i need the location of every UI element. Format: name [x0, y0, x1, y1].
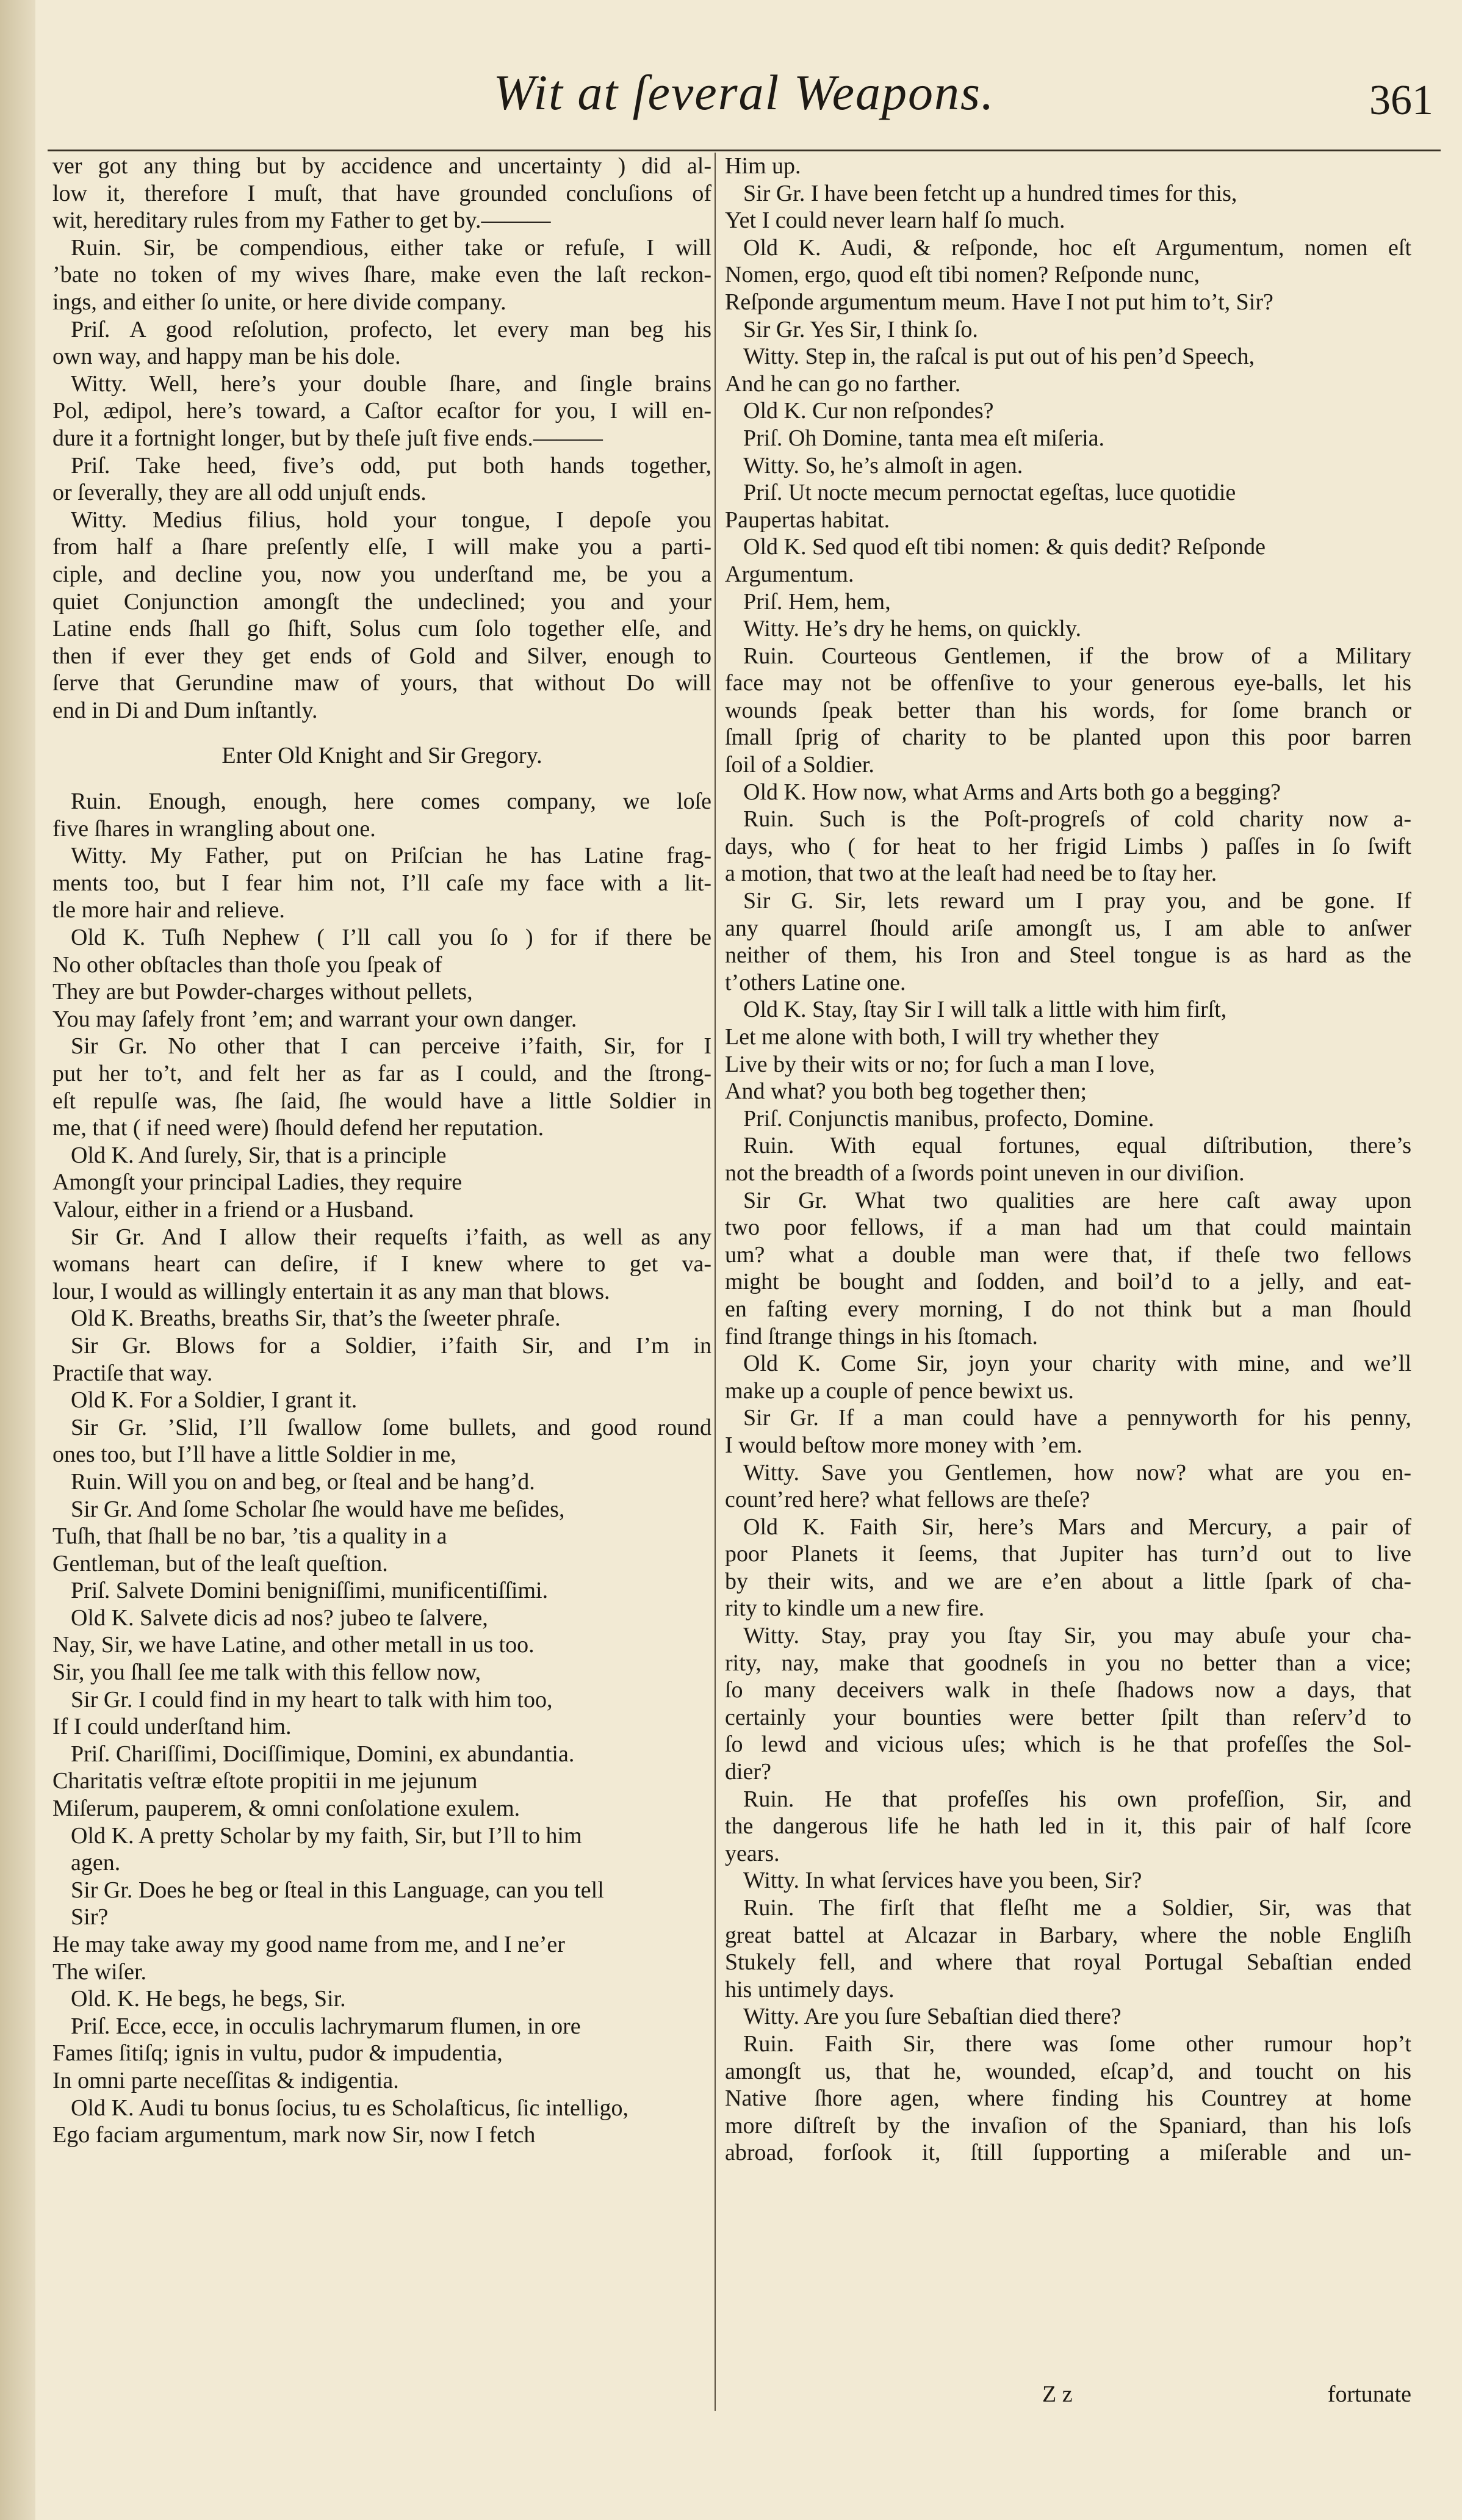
- text-line: Let me alone with both, I will try whether they: [725, 1024, 1159, 1050]
- text-line: days, who ( for heat to her frigid Limbs ) paſſes in ſo ſwift: [725, 833, 1411, 859]
- text-line: Sir G. Sir, lets reward um I pray you, and be gone. If: [743, 888, 1411, 914]
- text-line: count’red here? what fellows are theſe?: [725, 1487, 1090, 1513]
- text-line: then if ever they get ends of Gold and Silver, enough to: [52, 643, 711, 669]
- text-line: Old K. For a Soldier, I grant it.: [71, 1387, 358, 1413]
- text-line: Witty. In what ſervices have you been, Sir?: [743, 1868, 1142, 1894]
- text-line: rity, nay, make that goodneſs in you no better than a vice;: [725, 1650, 1411, 1676]
- text-line: tle more hair and relieve.: [52, 897, 285, 923]
- text-line: Argumentum.: [725, 561, 854, 587]
- text-line: own way, and happy man be his dole.: [52, 344, 401, 370]
- page-footer: [725, 2380, 1411, 2408]
- text-line: dier?: [725, 1759, 771, 1785]
- text-line: ones too, but I’ll have a little Soldier in me,: [52, 1442, 456, 1468]
- text-line: No other obſtacles than thoſe you ſpeak of: [52, 951, 442, 978]
- text-line: Old K. A pretty Scholar by my faith, Sir, but I’ll to him: [71, 1822, 582, 1849]
- text-line: You may ſafely front ’em; and warrant your own danger.: [52, 1006, 577, 1032]
- text-line: agen.: [71, 1850, 121, 1876]
- text-line: Sir Gr. I could find in my heart to talk with him too,: [71, 1686, 553, 1713]
- text-line: The wiſer.: [52, 1959, 147, 1985]
- text-line: Priſ. Salvete Domini benigniſſimi, munificentiſſimi.: [71, 1578, 549, 1604]
- text-line: face may not be offenſive to your generous eye-balls, let his: [725, 670, 1411, 696]
- text-line: Priſ. Ecce, ecce, in occulis lachrymarum flumen, in ore: [71, 2013, 581, 2039]
- text-line: Witty. So, he’s almoſt in agen.: [743, 452, 1023, 478]
- text-line: or ſeverally, they are all odd unjuſt ends.: [52, 480, 427, 506]
- text-line: end in Di and Dum inſtantly.: [52, 697, 318, 723]
- text-line: Nomen, ergo, quod eſt tibi nomen? Reſponde nunc,: [725, 262, 1200, 288]
- text-line: Sir Gr. ’Slid, I’ll ſwallow ſome bullets, and good round: [71, 1414, 711, 1440]
- text-line: me, that ( if need were) ſhould defend her reputation.: [52, 1115, 544, 1141]
- page-number: 361: [1369, 77, 1433, 124]
- text-line: Valour, either in a friend or a Husband.: [52, 1196, 414, 1222]
- text-line: wounds ſpeak better than his words, for ſome branch or: [725, 697, 1411, 723]
- text-line: make up a couple of pence bewixt us.: [725, 1377, 1074, 1404]
- signature-mark: Z z: [1042, 2381, 1073, 2407]
- text-line: Nay, Sir, we have Latine, and other metall in us too.: [52, 1632, 535, 1658]
- text-line: Sir, you ſhall ſee me talk with this fellow now,: [52, 1659, 481, 1686]
- text-line: [52, 770, 711, 788]
- text-line: Paupertas habitat.: [725, 507, 890, 533]
- text-line: Latine ends ſhall go ſhift, Solus cum ſolo together elſe, and: [52, 616, 711, 642]
- text-line: Old K. Faith Sir, here’s Mars and Mercury, a pair of: [743, 1514, 1411, 1540]
- text-line: ciple, and decline you, now you underſtand me, be you a: [52, 561, 711, 587]
- text-line: Old K. Audi tu bonus ſocius, tu es Scholaſticus, ſic intelligo,: [71, 2095, 629, 2121]
- text-line: Sir Gr. Blows for a Soldier, i’faith Sir, and I’m in: [71, 1332, 711, 1359]
- text-line: Sir?: [71, 1904, 109, 1930]
- text-line: Live by their wits or no; for ſuch a man I love,: [725, 1051, 1155, 1077]
- page-header: [48, 58, 1441, 151]
- scan-edge: [0, 0, 35, 2520]
- text-line: Priſ. Oh Domine, tanta mea eſt miſeria.: [743, 425, 1105, 451]
- text-line: five ſhares in wrangling about one.: [52, 815, 376, 842]
- text-line: Old K. And ſurely, Sir, that is a principle: [71, 1142, 447, 1168]
- text-line: I would beſtow more money with ’em.: [725, 1432, 1082, 1458]
- text-line: Ruin. Faith Sir, there was ſome other rumour hop’t: [743, 2031, 1411, 2057]
- text-line: If I could underſtand him.: [52, 1714, 292, 1740]
- text-line: rity to kindle um a new fire.: [725, 1595, 985, 1622]
- text-line: find ſtrange things in his ſtomach.: [725, 1323, 1038, 1349]
- text-line: Witty. Stay, pray you ſtay Sir, you may abuſe your cha-: [743, 1623, 1411, 1649]
- text-line: Sir Gr. Does he beg or ſteal in this Language, can you tell: [71, 1877, 604, 1903]
- text-line: amongſt us, that he, wounded, eſcap’d, and toucht on his: [725, 2058, 1411, 2084]
- text-line: a motion, that two at the leaſt had need be to ſtay her.: [725, 861, 1217, 887]
- text-line: his untimely days.: [725, 1976, 895, 2002]
- text-line: poor Planets it ſeems, that Jupiter has turn’d out to live: [725, 1541, 1411, 1567]
- text-line: ings, and either ſo unite, or here divide company.: [52, 289, 506, 315]
- text-line: Sir Gr. No other that I can perceive i’faith, Sir, for I: [71, 1033, 711, 1060]
- text-line: quiet Conjunction amongſt the undeclined; you and your: [52, 588, 711, 615]
- text-line: the dangerous life he hath led in it, this pair of half ſcore: [725, 1813, 1411, 1839]
- text-line: Gentleman, but of the leaſt queſtion.: [52, 1550, 388, 1576]
- text-line: two poor fellows, if a man had um that could maintain: [725, 1215, 1411, 1241]
- text-line: Pol, ædipol, here’s toward, a Caſtor ecaſtor for you, I will en-: [52, 398, 711, 424]
- text-line: from half a ſhare preſently elſe, I will make you a parti-: [52, 534, 711, 560]
- text-line: eſt repulſe was, ſhe ſaid, ſhe would have a little Soldier in: [52, 1088, 711, 1114]
- text-line: Ruin. He that profeſſes his own profeſſion, Sir, and: [743, 1786, 1411, 1812]
- text-line: ’bate no token of my wives ſhare, make even the laſt reckon-: [52, 262, 711, 288]
- text-line: Sir Gr. What two qualities are here caſt away upon: [743, 1187, 1411, 1213]
- book-page: [35, 0, 1462, 2520]
- text-line: any quarrel ſhould ariſe amongſt us, I am able to anſwer: [725, 915, 1411, 941]
- text-line: Native ſhore agen, where finding his Countrey at home: [725, 2085, 1411, 2112]
- text-line: Yet I could never learn half ſo much.: [725, 208, 1065, 234]
- text-line: Old K. Stay, ſtay Sir I will talk a little with him firſt,: [743, 997, 1227, 1023]
- text-line: um? what a double man were that, if theſe two fellows: [725, 1241, 1411, 1268]
- text-line: Witty. My Father, put on Priſcian he has Latine frag-: [71, 843, 711, 869]
- text-line: ſo many deceivers walk in theſe ſhadows now a days, that: [725, 1677, 1411, 1703]
- text-line: Him up.: [725, 153, 801, 179]
- text-line: Witty. Well, here’s your double ſhare, and ſingle brains: [71, 370, 711, 397]
- text-line: Old K. Cur non reſpondes?: [743, 398, 994, 424]
- text-line: Reſponde argumentum meum. Have I not put him to’t, Sir?: [725, 289, 1273, 315]
- text-line: womans heart can deſire, if I knew where to get va-: [52, 1251, 711, 1277]
- text-line: dure it a fortnight longer, but by theſe juſt five ends.———: [52, 425, 603, 451]
- text-line: Old K. Salvete dicis ad nos? jubeo te ſalvere,: [71, 1605, 488, 1631]
- text-line: Old. K. He begs, he begs, Sir.: [71, 1986, 346, 2012]
- text-line: more diſtreſt by the invaſion of the Spaniard, than his loſs: [725, 2112, 1411, 2139]
- text-line: Fames ſitiſq; ignis in vultu, pudor & impudentia,: [52, 2040, 503, 2067]
- text-line: Priſ. Conjunctis manibus, profecto, Domine.: [743, 1105, 1154, 1132]
- text-line: And what? you both beg together then;: [725, 1078, 1087, 1105]
- text-line: Witty. Step in, the raſcal is put out of his pen’d Speech,: [743, 344, 1255, 370]
- text-line: Ego faciam argumentum, mark now Sir, now I fetch: [52, 2122, 536, 2148]
- text-line: abroad, forſook it, ſtill ſupporting a miſerable and un-: [725, 2140, 1411, 2166]
- text-line: Witty. Medius filius, hold your tongue, I depoſe you: [71, 507, 711, 533]
- text-line: put her to’t, and felt her as far as I could, and the ſtrong-: [52, 1061, 711, 1086]
- text-line: Practiſe that way.: [52, 1360, 213, 1386]
- text-line: And he can go no farther.: [725, 370, 961, 397]
- text-line: t’others Latine one.: [725, 969, 906, 995]
- text-line: ments too, but I fear him not, I’ll caſe my face with a lit-: [52, 870, 711, 896]
- text-line: They are but Powder-charges without pellets,: [52, 979, 473, 1005]
- text-line: Witty. Save you Gentlemen, how now? what are you en-: [743, 1459, 1411, 1486]
- text-line: en faſting every morning, I do not think but a man ſhould: [725, 1296, 1411, 1322]
- text-line: Old K. Breaths, breaths Sir, that’s the ſweeter phraſe.: [71, 1305, 561, 1332]
- text-line: Priſ. Hem, hem,: [743, 588, 891, 615]
- text-line: Enter Old Knight and Sir Gregory.: [221, 743, 542, 769]
- text-line: Ruin. Will you on and beg, or ſteal and be hang’d.: [71, 1468, 535, 1495]
- text-line: Witty. Are you ſure Sebaſtian died there?: [743, 2004, 1122, 2030]
- text-line: [52, 724, 711, 742]
- text-line: Old K. Audi, & reſponde, hoc eſt Argumentum, nomen eſt: [743, 234, 1411, 261]
- text-line: not the breadth of a ſwords point uneven in our diviſion.: [725, 1160, 1245, 1186]
- text-line: Old K. Come Sir, joyn your charity with mine, and we’ll: [743, 1351, 1411, 1377]
- right-column: [725, 153, 1411, 2167]
- text-line: ſoil of a Soldier.: [725, 752, 874, 778]
- text-line: lour, I would as willingly entertain it as any man that blows.: [52, 1278, 610, 1304]
- text-line: low it, therefore I muſt, that have grounded concluſions of: [52, 180, 711, 206]
- text-line: certainly your bounties were better ſpilt than reſerv’d to: [725, 1704, 1411, 1730]
- text-line: Ruin. Enough, enough, here comes company, we loſe: [71, 789, 711, 815]
- text-line: Ruin. The firſt that fleſht me a Soldier, Sir, was that: [743, 1895, 1411, 1921]
- text-line: Amongſt your principal Ladies, they require: [52, 1169, 463, 1196]
- text-line: Stukely fell, and where that royal Portugal Sebaſtian ended: [725, 1949, 1411, 1976]
- text-line: ſmall ſprig of charity to be planted upon this poor barren: [725, 724, 1411, 751]
- text-line: Sir Gr. If a man could have a pennyworth for his penny,: [743, 1405, 1411, 1431]
- left-column: [52, 153, 711, 2149]
- text-line: Tuſh, that ſhall be no bar, ’tis a quality in a: [52, 1523, 447, 1550]
- text-line: Miſerum, pauperem, & omni conſolatione exulem.: [52, 1796, 520, 1822]
- text-line: Sir Gr. And I allow their requeſts i’faith, as well as any: [71, 1224, 711, 1250]
- text-line: ver got any thing but by accidence and uncertainty ) did al-: [52, 153, 711, 179]
- text-line: wit, hereditary rules from my Father to get by.———: [52, 208, 551, 234]
- text-line: Priſ. Take heed, five’s odd, put both hands together,: [71, 452, 711, 478]
- text-line: Ruin. Sir, be compendious, either take or refuſe, I will: [71, 234, 711, 261]
- text-line: Old K. How now, what Arms and Arts both go a begging?: [743, 779, 1281, 805]
- running-title: Wit at ſeveral Weapons.: [493, 65, 995, 120]
- text-line: In omni parte neceſſitas & indigentia.: [52, 2067, 399, 2093]
- text-line: Charitatis veſtræ eſtote propitii in me jejunum: [52, 1768, 478, 1794]
- text-line: Sir Gr. I have been fetcht up a hundred times for this,: [743, 180, 1237, 206]
- text-line: Ruin. With equal fortunes, equal diſtribution, there’s: [743, 1133, 1411, 1159]
- text-line: Priſ. Ut nocte mecum pernoctat egeſtas, luce quotidie: [743, 480, 1236, 506]
- text-line: years.: [725, 1840, 780, 1866]
- text-line: Witty. He’s dry he hems, on quickly.: [743, 616, 1081, 642]
- text-line: Priſ. Chariſſimi, Dociſſimique, Domini, ex abundantia.: [71, 1741, 575, 1767]
- text-line: Ruin. Courteous Gentlemen, if the brow of a Military: [743, 643, 1411, 669]
- text-line: He may take away my good name from me, and I ne’er: [52, 1932, 565, 1957]
- catchword: fortunate: [1327, 2381, 1411, 2407]
- text-line: Ruin. Such is the Poſt-progreſs of cold charity now a-: [743, 806, 1411, 832]
- text-line: Old K. Tuſh Nephew ( I’ll call you ſo ) for if there be: [71, 925, 711, 951]
- text-line: ſerve that Gerundine maw of yours, that without Do will: [52, 670, 711, 696]
- text-line: neither of them, his Iron and Steel tongue is as hard as the: [725, 942, 1411, 969]
- text-line: Sir Gr. And ſome Scholar ſhe would have me beſides,: [71, 1496, 565, 1522]
- text-line: might be bought and ſodden, and boil’d to a jelly, and eat-: [725, 1269, 1411, 1295]
- text-line: by their wits, and we are e’en about a little ſpark of cha-: [725, 1568, 1411, 1594]
- text-line: ſo lewd and vicious uſes; which is he that profeſſes the Sol-: [725, 1731, 1411, 1758]
- text-line: Priſ. A good reſolution, profecto, let every man beg his: [71, 316, 711, 342]
- text-line: Sir Gr. Yes Sir, I think ſo.: [743, 316, 978, 342]
- text-line: Old K. Sed quod eſt tibi nomen: & quis dedit? Reſponde: [743, 534, 1266, 560]
- text-line: great battel at Alcazar in Barbary, where the noble Engliſh: [725, 1922, 1411, 1948]
